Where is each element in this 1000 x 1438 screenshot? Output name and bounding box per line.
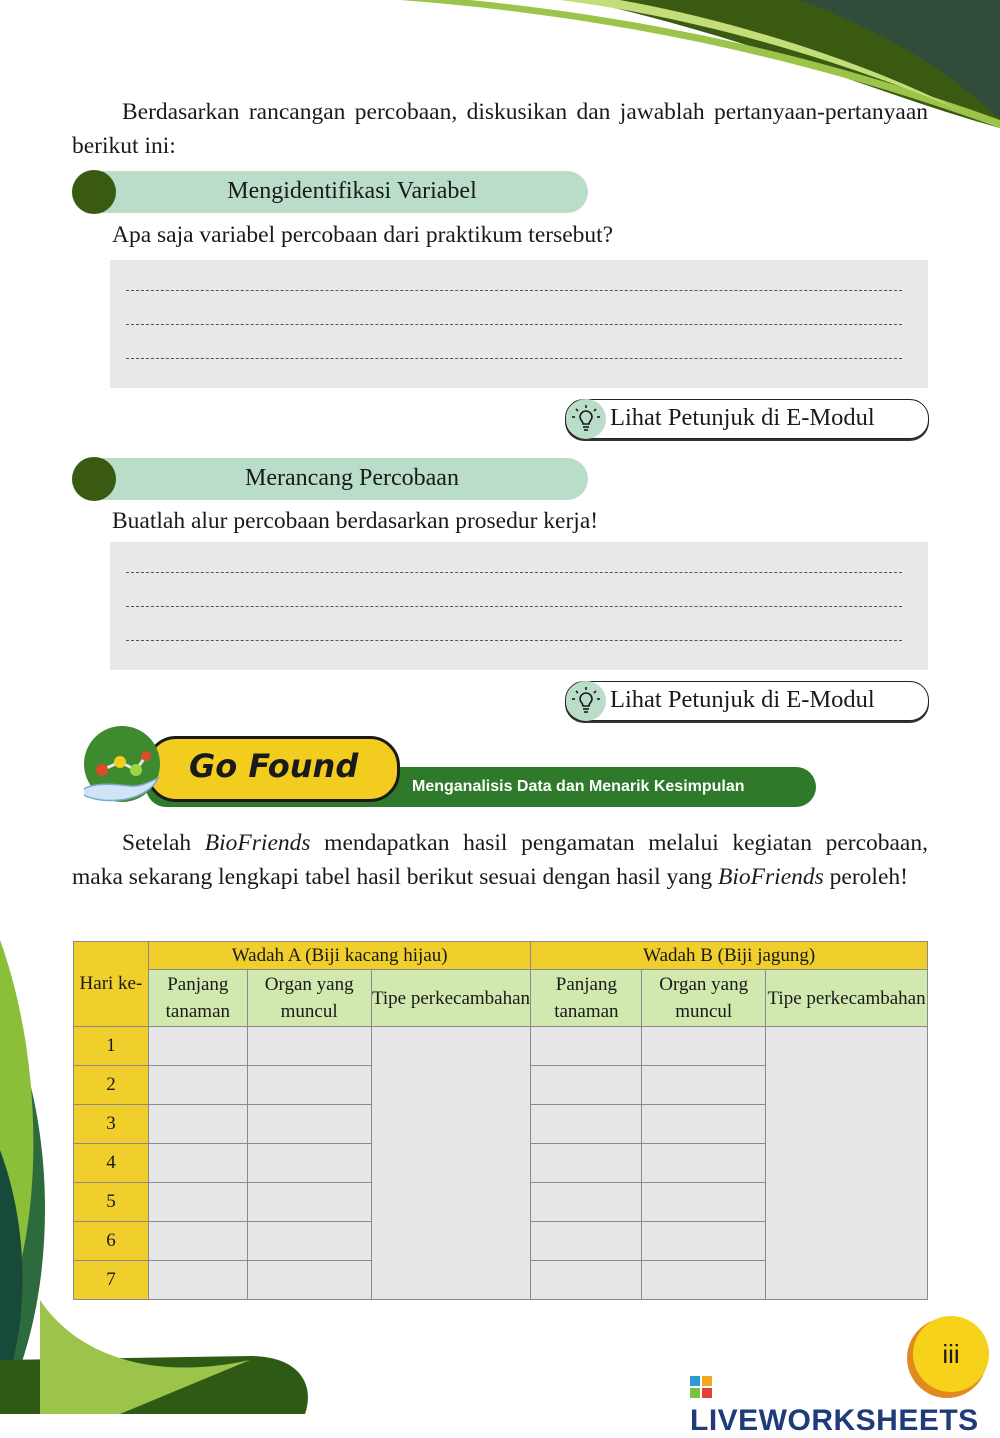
input-cell[interactable] (148, 1027, 247, 1066)
input-cell[interactable] (531, 1027, 642, 1066)
col-header: Tipe perkecambahan (371, 970, 531, 1027)
input-cell[interactable] (148, 1105, 247, 1144)
day-number: 4 (74, 1144, 149, 1183)
para-em-2: BioFriends (718, 864, 824, 890)
input-cell[interactable] (148, 1222, 247, 1261)
page-number: iii (913, 1316, 989, 1392)
input-cell[interactable] (247, 1027, 371, 1066)
input-cell-type-b[interactable] (766, 1027, 928, 1300)
input-cell[interactable] (531, 1066, 642, 1105)
para-text-3: peroleh! (823, 864, 908, 890)
col-header: Organ yang muncul (642, 970, 766, 1027)
input-cell[interactable] (148, 1066, 247, 1105)
day-number: 3 (74, 1105, 149, 1144)
table-row (74, 1027, 928, 1066)
input-cell[interactable] (642, 1183, 766, 1222)
group-a-header: Wadah A (Biji kacang hijau) (148, 942, 531, 970)
input-cell[interactable] (247, 1261, 371, 1300)
liveworksheets-logo-icon (690, 1376, 712, 1398)
section-bullet (72, 170, 116, 214)
input-cell[interactable] (247, 1105, 371, 1144)
col-header: Tipe perkecambahan (766, 970, 928, 1027)
watermark-text: LIVEWORKSHEETS (690, 1404, 979, 1437)
input-cell[interactable] (642, 1105, 766, 1144)
input-cell[interactable] (247, 1183, 371, 1222)
para-text-2: mendapatkan hasil pengamatan melalui kegiatan percobaan, maka sekarang lengkapi tabel hasil berikut sesuai dengan hasil yang (72, 830, 928, 890)
day-header: Hari ke- (74, 942, 149, 1027)
day-number: 6 (74, 1222, 149, 1261)
input-cell[interactable] (642, 1144, 766, 1183)
input-cell[interactable] (642, 1261, 766, 1300)
day-number: 7 (74, 1261, 149, 1300)
go-found-subtitle: Menganalisis Data dan Menarik Kesimpulan (412, 778, 745, 795)
day-number: 5 (74, 1183, 149, 1222)
hint-label: Lihat Petunjuk di E-Modul (610, 686, 875, 713)
section-header-identify-variables (72, 171, 588, 213)
results-table (73, 941, 928, 1300)
input-cell[interactable] (148, 1144, 247, 1183)
lightbulb-icon (566, 399, 606, 439)
molecule-hand-icon (84, 726, 160, 802)
go-found-emblem (84, 726, 160, 802)
input-cell[interactable] (531, 1183, 642, 1222)
section-header-design-experiment (72, 458, 588, 500)
go-found-banner (76, 726, 821, 812)
intro-text: Berdasarkan rancangan percobaan, diskusikan dan jawablah pertanyaan-pertanyaan berikut ini: (72, 99, 928, 159)
answer-area[interactable] (110, 260, 928, 388)
input-cell[interactable] (247, 1144, 371, 1183)
hint-button[interactable] (565, 681, 929, 721)
table-intro-paragraph (72, 826, 928, 894)
day-number: 2 (74, 1066, 149, 1105)
group-b-header: Wadah B (Biji jagung) (531, 942, 928, 970)
liveworksheets-watermark (690, 1370, 1000, 1438)
input-cell[interactable] (531, 1222, 642, 1261)
para-text-1: Setelah (122, 830, 205, 856)
para-em-1: BioFriends (204, 830, 311, 856)
input-cell[interactable] (531, 1261, 642, 1300)
go-found-title-pill (146, 736, 400, 802)
input-cell[interactable] (642, 1027, 766, 1066)
input-cell[interactable] (642, 1066, 766, 1105)
hint-button[interactable] (565, 399, 929, 439)
lightbulb-icon (566, 681, 606, 721)
col-header: Panjang tanaman (531, 970, 642, 1027)
intro-paragraph (72, 95, 928, 163)
day-number: 1 (74, 1027, 149, 1066)
col-header: Panjang tanaman (148, 970, 247, 1027)
question-text: Apa saja variabel percobaan dari praktikum tersebut? (112, 222, 614, 248)
input-cell[interactable] (148, 1261, 247, 1300)
input-cell[interactable] (531, 1144, 642, 1183)
section-title: Mengidentifikasi Variabel (227, 178, 477, 204)
section-bullet (72, 457, 116, 501)
input-cell[interactable] (642, 1222, 766, 1261)
input-cell-type-a[interactable] (371, 1027, 531, 1300)
input-cell[interactable] (247, 1222, 371, 1261)
input-cell[interactable] (148, 1183, 247, 1222)
input-cell[interactable] (531, 1105, 642, 1144)
answer-area[interactable] (110, 542, 928, 670)
go-found-title: Go Found (189, 747, 359, 785)
section-title: Merancang Percobaan (245, 465, 459, 491)
input-cell[interactable] (247, 1066, 371, 1105)
col-header: Organ yang muncul (247, 970, 371, 1027)
question-text: Buatlah alur percobaan berdasarkan prosedur kerja! (112, 508, 599, 534)
hint-label: Lihat Petunjuk di E-Modul (610, 404, 875, 431)
